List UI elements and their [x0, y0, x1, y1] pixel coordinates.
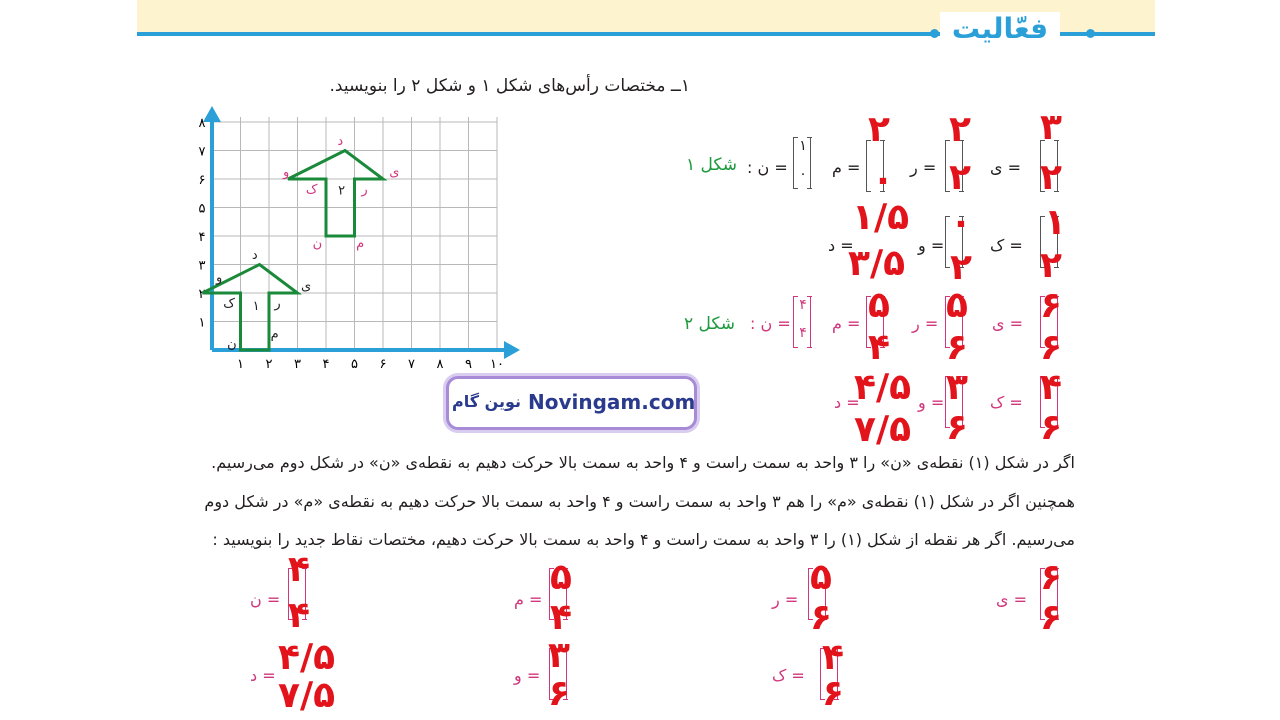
vertex-label: ن: [227, 337, 237, 352]
hw-b-y-bottom: ۶: [1040, 597, 1062, 638]
label-d-shape2: = د: [834, 393, 860, 412]
label-y-shape1: = ی: [990, 158, 1022, 177]
hw-b-m-bottom: ۴: [550, 597, 572, 638]
label-v-shape1: = و: [918, 236, 945, 255]
vertex-labels: [215, 134, 400, 352]
coordinate-graph: [190, 100, 530, 380]
y-tick-label: ۲: [198, 287, 206, 302]
hw-s1-y-top: ۳: [1040, 107, 1062, 148]
hw-s2-r-bottom: ۶: [946, 327, 968, 368]
label-m-shape1: = م: [832, 158, 861, 177]
label-r-answer: = ر: [772, 590, 799, 609]
vertex-label: ۱: [252, 299, 260, 315]
hw-b-v-bottom: ۶: [548, 673, 570, 714]
hw-s1-k-top: ۱: [1044, 202, 1066, 243]
vertex-label: ۲: [338, 183, 346, 199]
hw-s1-m-top: ۲: [868, 109, 890, 150]
matrix-n-shape1: [793, 137, 811, 189]
hw-s2-y-top: ۶: [1040, 285, 1062, 326]
vertex-label: و: [215, 270, 223, 286]
x-tick-label: ۹: [465, 357, 472, 372]
label-m-shape2: = م: [832, 314, 861, 333]
hw-b-n-top: ۴: [288, 549, 310, 590]
hw-s1-r-bottom: ۲: [949, 157, 971, 198]
hw-s1-d-top: ۱/۵: [852, 197, 910, 238]
x-tick-labels: [237, 357, 504, 372]
label-k-shape1: = ک: [990, 236, 1023, 255]
vertex-label: د: [337, 133, 344, 149]
y-axis: [203, 106, 221, 350]
hw-s1-y-bottom: ۲: [1040, 157, 1062, 198]
label-r-shape2: = ر: [912, 314, 939, 333]
hw-b-d-top: ۴/۵: [278, 637, 336, 678]
paragraph-line-1: اگر در شکل (۱) نقطه‌ی «ن» را ۳ واحد به سمت راست و ۴ واحد به سمت بالا حرکت دهیم به نقطه‌ی «ن» در شکل دوم می‌رسیم.: [211, 453, 1075, 472]
x-axis-arrow-icon: [504, 341, 520, 359]
vertex-label: د: [251, 247, 258, 263]
matrix-top: ۱: [799, 138, 807, 154]
logo-text-fa: نوین گام: [452, 392, 522, 411]
shape-1-label: شکل ۱: [686, 155, 738, 175]
vertex-label: م: [356, 236, 365, 252]
hw-s2-k-top: ۴: [1040, 367, 1062, 408]
matrix-bottom: ۰: [799, 166, 807, 182]
hw-s2-k-bottom: ۶: [1040, 407, 1062, 448]
hw-s2-r-top: ۵: [946, 285, 968, 326]
x-tick-label: ۱: [237, 357, 244, 372]
hw-s2-d-bottom: ۷/۵: [854, 409, 912, 450]
x-tick-label: ۴: [322, 357, 330, 372]
label-r-shape1: = ر: [910, 158, 937, 177]
vertex-label: ی: [389, 165, 400, 181]
header-dot-right: [1086, 29, 1095, 38]
hw-s2-d-top: ۴/۵: [854, 367, 912, 408]
activity-title: فعّالیت: [940, 12, 1060, 45]
hw-b-n-bottom: ۴: [288, 595, 310, 636]
label-n-shape1: = ن :: [747, 158, 788, 177]
vertex-label: ک: [223, 296, 235, 312]
y-tick-label: ۶: [198, 173, 206, 188]
label-m-answer: = م: [514, 590, 543, 609]
matrix-n-shape2: [793, 296, 811, 348]
vertex-label: ن: [312, 236, 323, 252]
label-y-shape2: = ی: [992, 314, 1024, 333]
label-d-answer: = د: [250, 666, 276, 685]
paragraph-line-3: می‌رسیم. اگر هر نقطه از شکل (۱) را ۳ واحد به سمت راست و ۴ واحد به سمت بالا حرکت دهیم، مختصات نقاط جدید را بنویسید :: [212, 530, 1075, 549]
x-tick-label: ۲: [265, 357, 273, 372]
hw-s2-m-top: ۵: [868, 285, 890, 326]
vertex-label: ر: [274, 296, 281, 312]
header-dot-left: [930, 29, 939, 38]
hw-s2-m-bottom: ۴: [868, 327, 890, 368]
hw-s1-d-bottom: ۳/۵: [848, 243, 906, 284]
label-d-shape1: = د: [828, 236, 854, 255]
hw-b-r-top: ۵: [810, 557, 832, 598]
y-tick-label: ۸: [198, 116, 206, 131]
label-v-answer: = و: [514, 666, 541, 685]
vertex-label: م: [270, 327, 279, 342]
hw-b-y-top: ۶: [1040, 557, 1062, 598]
y-tick-label: ۴: [198, 230, 206, 245]
vertex-label: ر: [361, 182, 368, 198]
vertex-label: ک: [305, 182, 318, 198]
vertex-label: ی: [300, 279, 312, 295]
hw-b-r-bottom: ۶: [810, 597, 832, 638]
label-k-shape2: = ک: [990, 393, 1023, 412]
vertex-label: و: [282, 165, 290, 181]
matrix-top: ۴: [799, 297, 807, 313]
label-k-answer: = ک: [772, 666, 805, 685]
logo-text-en: Novingam.com: [528, 390, 696, 414]
question-1: ۱ــ مختصات رأس‌های شکل ۱ و شکل ۲ را بنویسید.: [329, 76, 690, 96]
hw-b-k-bottom: ۶: [822, 673, 844, 714]
label-y-answer: = ی: [996, 590, 1028, 609]
hw-s1-k-bottom: ۲: [1040, 245, 1062, 286]
hw-b-k-top: ۴: [822, 637, 844, 678]
x-tick-label: ۷: [408, 357, 415, 372]
y-tick-label: ۵: [198, 201, 206, 217]
y-tick-label: ۱: [198, 315, 206, 331]
y-tick-labels: [199, 116, 206, 331]
hw-s2-v-bottom: ۶: [946, 407, 968, 448]
x-tick-label: ۸: [436, 357, 444, 372]
hw-s1-v-bottom: ۲: [950, 247, 972, 288]
x-tick-label: ۶: [379, 357, 387, 372]
label-v-shape2: = و: [918, 393, 945, 412]
x-tick-label: ۱۰: [490, 357, 504, 372]
hw-s2-v-top: ۳: [946, 367, 968, 408]
x-tick-label: ۳: [294, 357, 301, 372]
hw-b-v-top: ۳: [548, 635, 570, 676]
x-tick-label: ۵: [351, 357, 358, 372]
hw-s1-r-top: ۲: [949, 109, 971, 150]
hw-b-m-top: ۵: [550, 557, 572, 598]
shape-2-arrow: [288, 151, 383, 237]
hw-s2-y-bottom: ۶: [1040, 327, 1062, 368]
label-n-shape2: = ن :: [750, 314, 791, 333]
label-n-answer: = ن: [250, 590, 281, 609]
matrix-bottom: ۴: [799, 325, 807, 341]
hw-b-d-bottom: ۷/۵: [278, 675, 336, 716]
shape-2-label: شکل ۲: [684, 314, 736, 334]
hw-s1-v-top: ۰: [950, 202, 972, 243]
paragraph-line-2: همچنین اگر در شکل (۱) نقطه‌ی «م» را هم ۳ واحد به سمت راست و ۴ واحد به سمت بالا حرکت دهیم به نقطه‌ی «م» در شکل دوم: [204, 492, 1075, 511]
y-tick-label: ۷: [198, 144, 206, 160]
hw-s1-m-bottom: ۰: [872, 159, 894, 200]
y-tick-label: ۳: [198, 258, 206, 274]
y-axis-arrow-icon: [203, 106, 221, 122]
